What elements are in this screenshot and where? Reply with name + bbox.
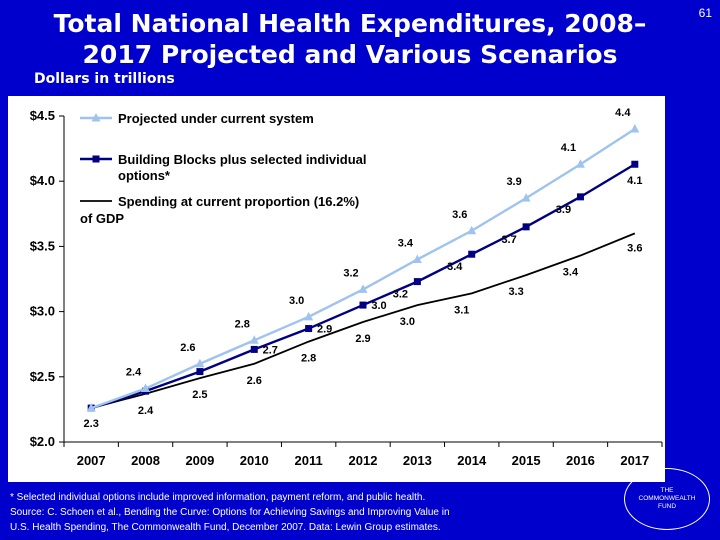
data-point-square	[414, 278, 421, 285]
y-tick-label: $4.5	[29, 108, 55, 123]
data-label-projected: 4.1	[560, 142, 577, 155]
data-label-projected: 2.6	[180, 341, 196, 354]
data-label-gdp: 3.1	[454, 304, 470, 317]
data-point-square	[577, 193, 584, 200]
data-label-gdp: 2.6	[246, 374, 262, 387]
x-tick-label: 2017	[620, 453, 650, 468]
x-tick-label: 2010	[239, 453, 269, 468]
x-tick-label: 2008	[131, 453, 161, 468]
x-tick-label: 2009	[185, 453, 215, 468]
x-tick-label: 2013	[402, 453, 432, 468]
data-label-projected: 2.3	[83, 418, 99, 431]
chart-panel	[8, 96, 665, 482]
data-label-gdp: 2.8	[300, 352, 317, 365]
data-label-projected: 2.4	[125, 366, 142, 379]
chart-subtitle: Dollars in trillions	[34, 71, 175, 87]
data-label-building-blocks: 3.9	[555, 203, 572, 216]
x-tick-label: 2014	[457, 453, 487, 468]
y-tick-label: $2.5	[29, 368, 55, 384]
legend-label-building-blocks-line2: options*	[118, 168, 170, 183]
data-label-projected: 3.0	[288, 294, 305, 307]
data-point-square	[360, 302, 367, 309]
legend-marker-building-blocks	[93, 156, 100, 163]
footnote	[10, 490, 610, 535]
chart-title	[30, 8, 670, 70]
data-label-gdp: 3.4	[562, 266, 579, 279]
y-tick-label: $3.5	[29, 238, 55, 254]
data-label-gdp: 3.6	[627, 242, 643, 255]
legend-label-building-blocks-line1: Building Blocks plus selected individual	[118, 152, 367, 167]
legend-label-projected: Projected under current system	[118, 111, 314, 126]
data-label-projected: 3.4	[397, 237, 414, 250]
x-tick-label: 2007	[76, 453, 106, 468]
title-line-1: Total National Health Expenditures, 2008–	[53, 9, 647, 38]
data-label-projected: 3.2	[343, 267, 359, 280]
data-label-gdp: 2.5	[192, 389, 208, 402]
series-line-1	[91, 129, 635, 408]
footnote-line-1: * Selected individual options include improved information, payment reform, and public health.	[10, 492, 426, 503]
data-label-projected: 3.6	[452, 208, 468, 221]
data-label-building-blocks: 3.4	[447, 261, 463, 274]
logo-line-3: FUND	[657, 503, 677, 510]
line-chart	[8, 96, 665, 482]
data-point-square	[251, 346, 258, 353]
data-label-building-blocks: 2.7	[262, 344, 278, 357]
footnote-line-2: Source: C. Schoen et al., Bending the Curve: Options for Achieving Savings and Improving Value in	[10, 507, 450, 518]
slide-number: 61	[698, 6, 712, 20]
data-point-square	[196, 368, 203, 375]
data-point-square	[523, 223, 530, 230]
data-label-building-blocks: 2.9	[316, 323, 333, 336]
data-label-projected: 4.4	[615, 107, 631, 120]
x-tick-label: 2016	[565, 453, 595, 468]
data-label-gdp: 3.0	[399, 316, 416, 329]
data-label-projected: 3.9	[506, 176, 522, 189]
x-tick-label: 2011	[294, 453, 323, 468]
y-tick-label: $4.0	[29, 173, 55, 189]
legend-label-gdp-line1: Spending at current proportion (16.2%)	[118, 194, 360, 209]
y-tick-label: $2.0	[29, 434, 55, 449]
data-point-triangle	[630, 124, 639, 133]
data-label-projected: 2.8	[234, 318, 250, 331]
data-label-gdp: 2.9	[355, 333, 371, 346]
y-tick-label: $3.0	[29, 303, 55, 319]
logo-line-2: COMMONWEALTH	[638, 495, 696, 502]
x-tick-label: 2015	[511, 453, 541, 468]
commonwealth-fund-logo	[624, 468, 710, 530]
data-label-building-blocks: 3.7	[501, 233, 517, 246]
data-point-square	[305, 325, 312, 332]
data-label-building-blocks: 3.2	[392, 288, 409, 301]
logo-line-1: THE	[660, 487, 674, 494]
legend-label-gdp-line2: of GDP	[80, 211, 125, 226]
data-label-building-blocks: 4.1	[627, 175, 643, 188]
data-label-building-blocks: 3.0	[371, 300, 387, 313]
x-tick-label: 2012	[348, 453, 378, 468]
footnote-line-3: U.S. Health Spending, The Commonwealth Fund, December 2007. Data: Lewin Group estimates.	[10, 522, 441, 533]
data-label-gdp: 3.3	[508, 286, 524, 299]
title-line-2: 2017 Projected and Various Scenarios	[82, 40, 618, 69]
data-point-square	[468, 251, 475, 258]
data-label-gdp: 2.4	[137, 404, 154, 417]
data-point-square	[631, 161, 638, 168]
